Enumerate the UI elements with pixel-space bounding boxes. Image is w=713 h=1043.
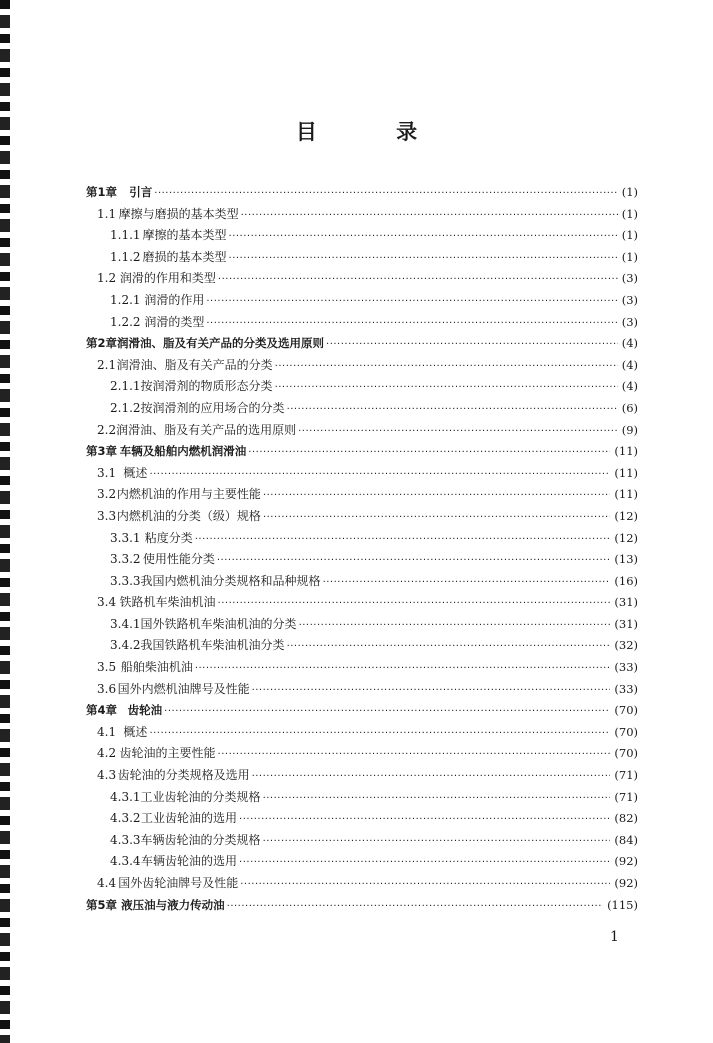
toc-leader-dots [206, 313, 617, 335]
toc-entry-title: 引言 [129, 185, 153, 199]
table-of-contents [86, 182, 638, 916]
toc-entry-page: (1) [621, 185, 638, 199]
toc-entry [86, 420, 638, 442]
toc-entry [86, 895, 638, 917]
toc-entry-page: (1) [621, 228, 638, 243]
toc-leader-dots [217, 550, 611, 572]
toc-leader-dots [287, 636, 611, 658]
toc-entry [86, 830, 638, 852]
toc-entry-title: 车辆齿轮油的选用 [141, 854, 238, 869]
toc-leader-dots [326, 334, 618, 356]
toc-entry-title: 润滑油、脂及有关产品的选用原则 [116, 422, 297, 437]
toc-entry-number: 2.2 [97, 422, 117, 437]
toc-entry-title: 使用性能分类 [142, 552, 215, 567]
toc-entry-number: 4.1 [97, 724, 117, 739]
toc-leader-dots [195, 529, 611, 551]
toc-entry-number: 3.3 [97, 508, 117, 523]
toc-entry-number: 4.4 [97, 876, 117, 890]
toc-entry-number: 4.3.2 [110, 811, 141, 826]
toc-entry-number: 2.1.1 [110, 379, 141, 394]
toc-entry-page: (1) [621, 206, 638, 221]
toc-entry-number: 1.1 [97, 206, 117, 221]
toc-entry-title: 车辆齿轮油的分类规格 [140, 832, 261, 847]
toc-entry [86, 571, 638, 593]
toc-entry [86, 851, 638, 873]
toc-leader-dots [154, 183, 617, 205]
toc-entry [86, 247, 638, 269]
toc-entry [86, 592, 638, 614]
toc-leader-dots [240, 874, 610, 896]
toc-entry-number: 3.1 [97, 465, 117, 480]
toc-entry-number: 1.2 [97, 271, 117, 286]
toc-entry [86, 549, 638, 571]
toc-leader-dots [275, 356, 618, 378]
toc-entry [86, 225, 638, 247]
toc-entry-page: (82) [614, 811, 638, 826]
toc-entry [86, 528, 638, 550]
toc-entry [86, 441, 638, 463]
toc-entry [86, 614, 638, 636]
toc-entry-page: (84) [614, 832, 638, 847]
toc-entry-title: 齿轮油的主要性能 [119, 746, 216, 761]
toc-entry-number: 3.2 [97, 487, 117, 502]
toc-entry-number: 1.2.1 [110, 292, 141, 307]
toc-entry [86, 765, 638, 787]
toc-entry-number: 第1章 [86, 185, 118, 199]
page-title: 目 录 [295, 120, 454, 144]
toc-entry [86, 635, 638, 657]
toc-entry-page: (32) [614, 638, 638, 653]
toc-entry-page: (31) [614, 616, 638, 631]
toc-entry-title: 摩擦与磨损的基本类型 [118, 206, 239, 221]
toc-entry-page: (12) [614, 508, 638, 523]
toc-entry [86, 312, 638, 334]
toc-leader-dots [206, 291, 617, 313]
toc-entry [86, 700, 638, 722]
toc-leader-dots [241, 205, 618, 227]
toc-entry [86, 398, 638, 420]
toc-leader-dots [164, 701, 610, 723]
toc-entry-page: (115) [607, 897, 638, 912]
toc-entry-title: 润滑的作用和类型 [119, 271, 216, 286]
toc-entry-title: 概述 [123, 724, 148, 739]
toc-entry [86, 290, 638, 312]
toc-leader-dots [263, 831, 611, 853]
toc-entry-page: (3) [621, 292, 638, 307]
toc-entry-page: (4) [621, 379, 638, 394]
toc-entry [86, 657, 638, 679]
toc-entry-title: 润滑的类型 [144, 314, 205, 329]
toc-leader-dots [287, 399, 618, 421]
toc-entry-number: 4.3.4 [110, 854, 141, 869]
toc-entry [86, 873, 638, 895]
toc-entry-title: 润滑油、脂及有关产品的分类 [116, 357, 273, 372]
toc-leader-dots [218, 269, 618, 291]
toc-leader-dots [229, 226, 618, 248]
toc-entry-title: 润滑油、脂及有关产品的分类及选用原则 [117, 336, 325, 351]
toc-entry-page: (4) [621, 336, 638, 351]
toc-entry-page: (70) [614, 746, 638, 761]
toc-entry-title: 润滑的作用 [144, 292, 205, 307]
toc-entry-number: 4.3.3 [110, 832, 141, 847]
toc-leader-dots [239, 809, 610, 831]
toc-entry-page: (11) [614, 487, 638, 502]
toc-leader-dots [252, 680, 611, 702]
toc-entry-number: 第4章 [86, 703, 118, 718]
toc-entry-page: (6) [621, 400, 638, 415]
toc-leader-dots [227, 896, 603, 918]
toc-entry-number: 2.1.2 [110, 400, 141, 415]
toc-entry [86, 787, 638, 809]
toc-entry-number: 第5章 [86, 897, 118, 912]
toc-leader-dots [275, 377, 618, 399]
toc-leader-dots [263, 788, 611, 810]
toc-entry-title: 按润滑剂的物质形态分类 [140, 379, 273, 394]
toc-entry-page: (1) [621, 249, 638, 264]
toc-entry [86, 355, 638, 377]
toc-entry-page: (31) [614, 595, 638, 610]
toc-entry-number: 3.4.1 [110, 616, 141, 631]
toc-entry [86, 463, 638, 485]
toc-leader-dots [252, 766, 611, 788]
toc-leader-dots [248, 442, 610, 464]
toc-entry-page: (3) [621, 271, 638, 286]
toc-leader-dots [218, 744, 611, 766]
toc-entry-number: 3.4 [97, 595, 117, 610]
toc-entry-title: 铁路机车柴油机油 [119, 595, 216, 610]
toc-entry-page: (92) [614, 876, 638, 890]
toc-entry-page: (3) [621, 314, 638, 329]
toc-entry-number: 4.3 [97, 768, 117, 783]
toc-entry-title: 按润滑剂的应用场合的分类 [140, 400, 285, 415]
toc-entry-number: 第3章 [86, 444, 118, 459]
toc-entry-number: 1.1.1 [110, 228, 141, 243]
toc-entry-page: (11) [614, 444, 638, 459]
toc-entry [86, 182, 638, 204]
toc-entry [86, 333, 638, 355]
toc-entry-title: 粘度分类 [144, 530, 193, 545]
toc-entry [86, 808, 638, 830]
binding-edge [0, 0, 10, 1043]
toc-entry-number: 1.1.2 [110, 249, 141, 264]
toc-entry [86, 268, 638, 290]
toc-entry-title: 内燃机油的作用与主要性能 [116, 487, 261, 502]
toc-entry-title: 工业齿轮油的分类规格 [140, 789, 261, 804]
toc-entry [86, 484, 638, 506]
toc-entry [86, 743, 638, 765]
toc-entry-title: 液压油与液力传动油 [121, 897, 225, 912]
toc-entry-title: 国外内燃机油牌号及性能 [117, 681, 250, 696]
toc-entry-title: 概述 [123, 465, 148, 480]
toc-entry-number: 2.1 [97, 357, 117, 372]
toc-entry-page: (71) [614, 789, 638, 804]
toc-entry [86, 376, 638, 398]
toc-entry-title: 车辆及船舶内燃机润滑油 [119, 444, 247, 459]
toc-entry-number: 3.3.1 [110, 530, 141, 545]
toc-entry-title: 内燃机油的分类（级）规格 [116, 508, 261, 523]
toc-leader-dots [299, 615, 611, 637]
toc-leader-dots [149, 723, 610, 745]
toc-entry [86, 679, 638, 701]
toc-entry [86, 506, 638, 528]
toc-entry-page: (33) [614, 681, 638, 696]
toc-leader-dots [298, 421, 618, 443]
toc-entry-title: 齿轮油的分类规格及选用 [117, 768, 250, 783]
toc-entry-title: 国外铁路机车柴油机油的分类 [140, 616, 297, 631]
toc-entry [86, 204, 638, 226]
toc-leader-dots [195, 658, 611, 680]
toc-leader-dots [263, 507, 610, 529]
toc-entry-page: (70) [614, 724, 638, 739]
toc-leader-dots [239, 852, 610, 874]
toc-entry-page: (16) [614, 573, 638, 588]
toc-leader-dots [263, 485, 610, 507]
toc-entry-title: 磨损的基本类型 [142, 249, 227, 264]
toc-entry-page: (4) [621, 357, 638, 372]
toc-entry-page: (11) [614, 465, 638, 480]
toc-entry-number: 4.3.1 [110, 789, 141, 804]
toc-entry-number: 第2章 [86, 336, 118, 351]
toc-entry-number: 3.6 [97, 681, 117, 696]
toc-entry-number: 3.5 [97, 660, 117, 675]
toc-entry-page: (12) [614, 530, 638, 545]
toc-entry-number: 3.4.2 [110, 638, 141, 653]
toc-entry-title: 齿轮油 [127, 703, 163, 718]
toc-entry-number: 4.2 [97, 746, 117, 761]
toc-leader-dots [149, 464, 610, 486]
toc-entry-title: 工业齿轮油的选用 [141, 811, 238, 826]
toc-entry [86, 722, 638, 744]
toc-leader-dots [229, 248, 618, 270]
toc-entry-number: 3.3.2 [110, 552, 141, 567]
toc-entry-number: 1.2.2 [110, 314, 141, 329]
toc-entry-title: 船舶柴油机油 [120, 660, 193, 675]
toc-entry-title: 我国内燃机油分类规格和品种规格 [140, 573, 321, 588]
toc-leader-dots [218, 593, 611, 615]
toc-entry-page: (9) [621, 422, 638, 437]
toc-entry-title: 摩擦的基本类型 [142, 228, 227, 243]
toc-entry-title: 国外齿轮油牌号及性能 [118, 876, 239, 890]
toc-entry-page: (71) [614, 768, 638, 783]
toc-leader-dots [323, 572, 611, 594]
toc-entry-number: 3.3.3 [110, 573, 141, 588]
toc-entry-page: (92) [614, 854, 638, 869]
toc-entry-page: (33) [614, 660, 638, 675]
page-number: 1 [610, 929, 619, 945]
toc-entry-title: 我国铁路机车柴油机油分类 [140, 638, 285, 653]
toc-entry-page: (13) [614, 552, 638, 567]
toc-entry-page: (70) [614, 703, 638, 718]
